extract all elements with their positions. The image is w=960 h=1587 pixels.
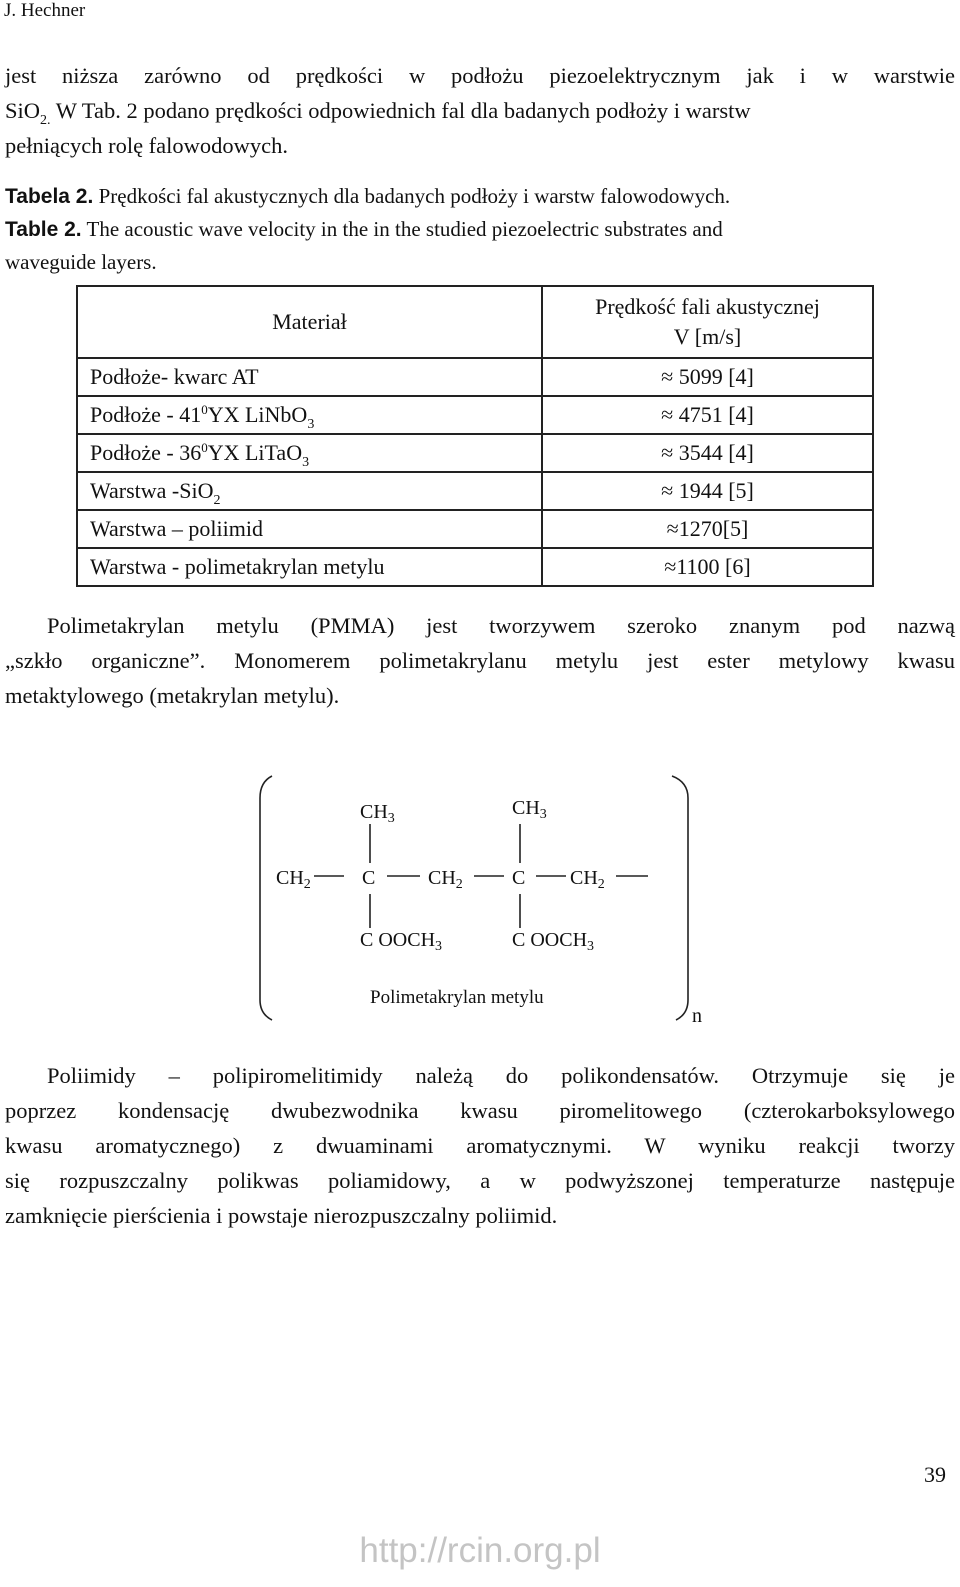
table-row <box>77 358 873 396</box>
caption-english-line2: waveguide layers. <box>5 250 157 274</box>
polyimide-line-1: Poliimidy – polipiromelitimidy należą do polikondensatów. Otrzymuje się je <box>47 1063 955 1088</box>
material-cell <box>77 434 542 472</box>
header-velocity <box>542 286 873 358</box>
polyimide-line-2: poprzez kondensację dwubezwodnika kwasu piromelitowego (czterokarboksylowego <box>5 1098 955 1123</box>
pmma-line-3: metaktylowego (metakrylan metylu). <box>5 683 340 708</box>
polyimide-line-5: zamknięcie pierścienia i powstaje nierozpuszczalny poliimid. <box>5 1203 558 1228</box>
material-superscript: 0 <box>201 402 208 417</box>
repeat-subscript-n: n <box>692 1005 702 1027</box>
velocity-cell: ≈ 5099 [4] <box>542 358 873 396</box>
carbon-1: C <box>362 867 376 889</box>
intro-line-2-rest: W Tab. 2 podano prędkości odpowiednich fal dla badanych podłoży i warstw <box>50 98 751 123</box>
velocity-cell: ≈ 4751 [4] <box>542 396 873 434</box>
polyimide-line-4: się rozpuszczalny polikwas poliamidowy, a w podwyższonej temperaturze następuje <box>5 1168 955 1193</box>
right-bracket <box>672 776 688 1020</box>
table-row <box>77 510 873 548</box>
material-cell <box>77 358 542 396</box>
table-row <box>77 472 873 510</box>
caption-polish-label: Tabela 2. <box>5 185 94 208</box>
ch2-group-1: $CH_2$ <box>276 867 311 892</box>
sio2-subscript: 2. <box>40 113 51 128</box>
header-material: Materiał <box>77 286 542 358</box>
caption-polish-text: Prędkości fal akustycznych dla badanych podłoży i warstw falowodowych. <box>93 184 731 208</box>
ch3-group-2: $CH_3$ <box>512 797 547 822</box>
ch2-group-3: $CH_2$ <box>570 867 605 892</box>
polyimide-paragraph <box>5 1058 955 1233</box>
material-cell <box>77 510 542 548</box>
table-caption <box>5 180 955 278</box>
header-velocity-line-2: V [m/s] <box>673 324 742 349</box>
table-row <box>77 396 873 434</box>
velocity-cell: ≈1270[5] <box>542 510 873 548</box>
pmma-structure-diagram <box>250 768 720 1038</box>
ch2-group-2: $CH_2$ <box>428 867 463 892</box>
sio2-text: SiO <box>5 98 41 123</box>
velocity-cell: ≈1100 [6] <box>542 548 873 586</box>
material-text-cont: YX LiTaO <box>207 440 303 465</box>
intro-line-2 <box>5 93 955 128</box>
pmma-line-1: Polimetakrylan metylu (PMMA) jest tworzywem szeroko znanym pod nazwą <box>47 613 955 638</box>
material-text: Podłoże- kwarc AT <box>90 364 259 389</box>
material-cell <box>77 396 542 434</box>
ester-group-2: C $OOCH_3$ <box>512 929 595 954</box>
running-header-author: J. Hechner <box>4 0 86 21</box>
intro-line-1: jest niższa zarówno od prędkości w podłożu piezoelektrycznym jak i w warstwie <box>5 63 955 88</box>
pmma-line-2: „szkło organiczne”. Monomerem polimetakrylanu metylu jest ester metylowy kwasu <box>5 648 955 673</box>
table-header-row <box>77 286 873 358</box>
carbon-2: C <box>512 867 526 889</box>
material-text: Podłoże - 41 <box>90 402 202 427</box>
polyimide-line-3: kwasu aromatycznego) z dwuaminami aromatycznymi. W wyniku reakcji tworzy <box>5 1133 955 1158</box>
material-superscript: 0 <box>201 440 208 455</box>
caption-english-text: The acoustic wave velocity in the in the studied piezoelectric substrates and <box>81 217 723 241</box>
intro-paragraph <box>5 58 955 163</box>
material-text: Warstwa - polimetakrylan metylu <box>90 554 385 579</box>
velocity-cell: ≈ 3544 [4] <box>542 434 873 472</box>
left-bracket <box>260 776 272 1020</box>
material-subscript: 2 <box>213 493 221 508</box>
material-text: Warstwa -SiO <box>90 478 214 503</box>
material-text: Warstwa – poliimid <box>90 516 263 541</box>
page-number: 39 <box>924 1462 946 1487</box>
structure-name-label: Polimetakrylan metylu <box>370 987 544 1008</box>
material-cell <box>77 472 542 510</box>
velocity-table <box>76 285 874 587</box>
caption-english <box>5 213 955 246</box>
pmma-paragraph <box>5 608 955 713</box>
watermark-url: http://rcin.org.pl <box>359 1531 601 1570</box>
table-row <box>77 434 873 472</box>
ester-group-1: C $OOCH_3$ <box>360 929 443 954</box>
material-cell <box>77 548 542 586</box>
table-row <box>77 548 873 586</box>
material-text-cont: YX LiNbO <box>207 402 308 427</box>
velocity-cell: ≈ 1944 [5] <box>542 472 873 510</box>
material-text: Podłoże - 36 <box>90 440 202 465</box>
intro-line-3: pełniących rolę falowodowych. <box>5 133 289 158</box>
material-subscript: 3 <box>307 417 315 432</box>
caption-polish <box>5 180 955 213</box>
header-velocity-line-1: Prędkość fali akustycznej <box>595 294 820 319</box>
material-subscript: 3 <box>302 455 310 470</box>
table-body <box>77 358 873 586</box>
ch3-group-1: $CH_3$ <box>360 801 395 826</box>
caption-english-label: Table 2. <box>5 218 82 241</box>
